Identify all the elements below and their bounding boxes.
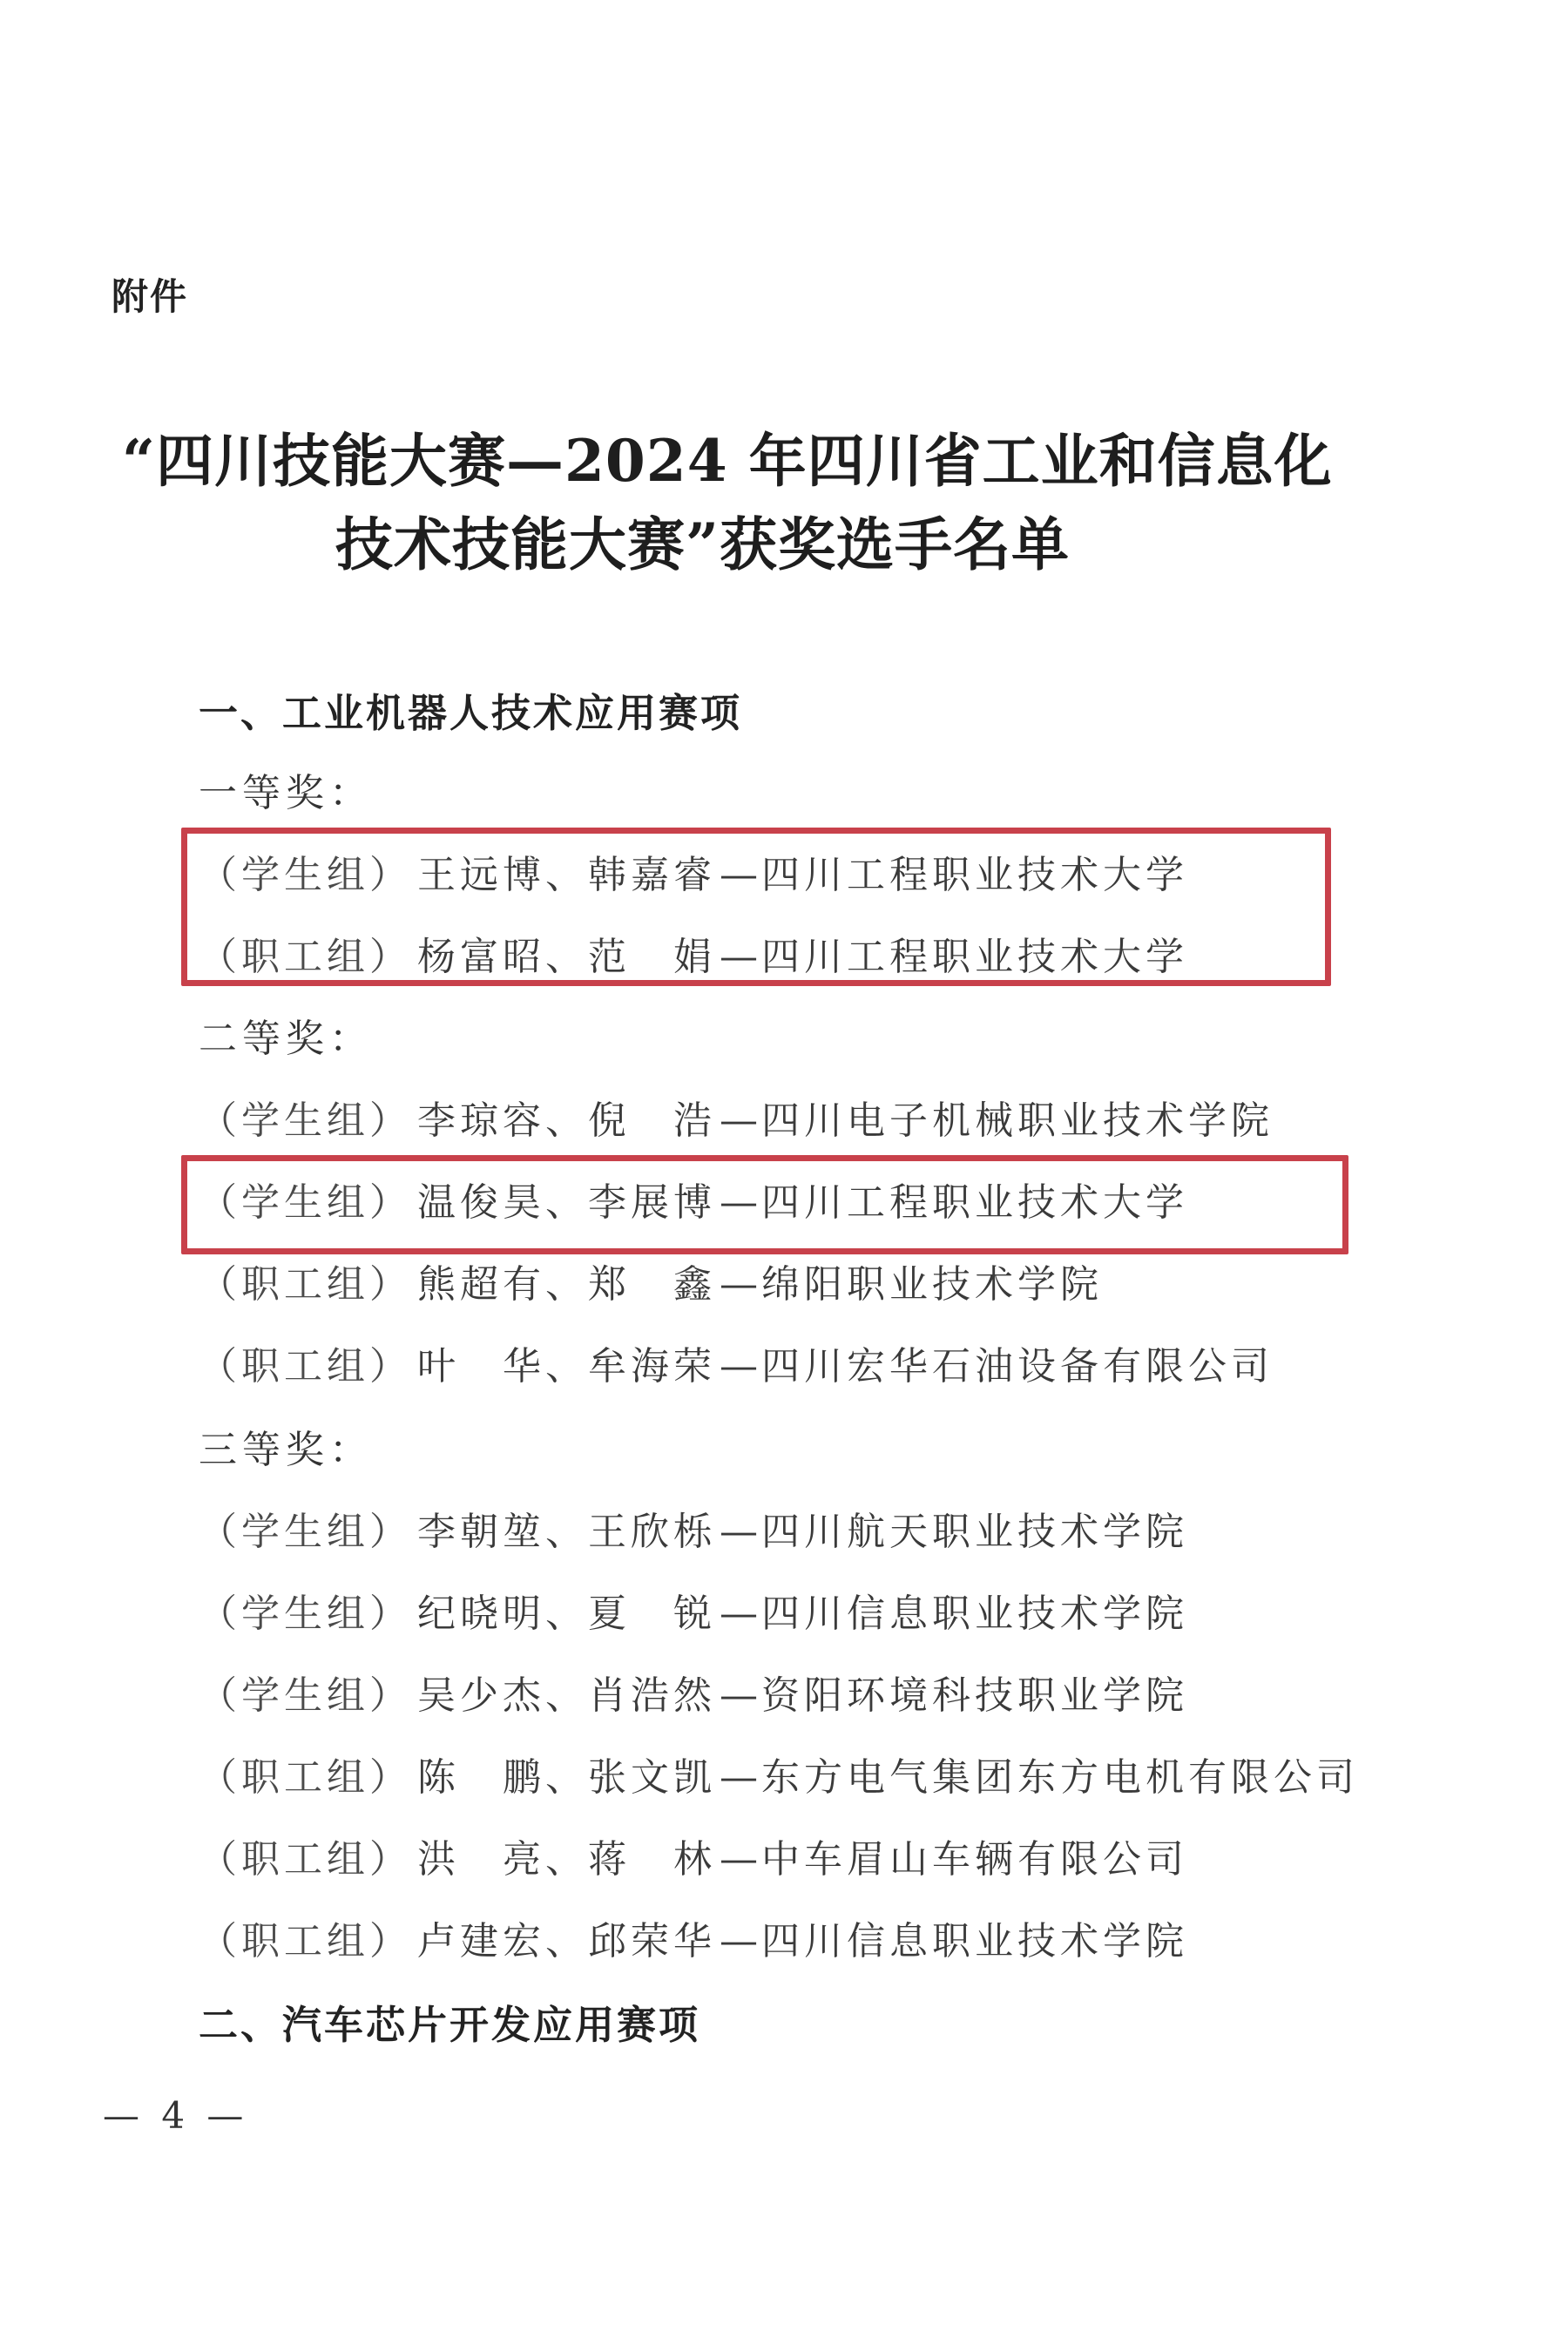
winner-names: 吴少杰、肖浩然 bbox=[417, 1673, 716, 1718]
document-title-line-2: 技术技能大赛”获奖选手名单 bbox=[335, 510, 1070, 578]
winner-names: 卢建宏、邱荣华 bbox=[417, 1919, 716, 1963]
list-item bbox=[199, 1089, 1274, 1145]
group-label: （职工组） bbox=[199, 1919, 412, 1963]
section-heading-industrial-robot: 一、工业机器人技术应用赛项 bbox=[199, 690, 743, 736]
separator-dash: — bbox=[720, 935, 758, 979]
winner-names: 洪 亮、蒋 林 bbox=[417, 1837, 716, 1882]
group-label: （学生组） bbox=[199, 853, 412, 897]
separator-dash: — bbox=[720, 853, 758, 897]
group-label: （学生组） bbox=[199, 1098, 412, 1143]
winner-names: 王远博、韩嘉睿 bbox=[417, 853, 716, 897]
page-number: — 4 — bbox=[103, 2094, 249, 2137]
separator-dash: — bbox=[720, 1919, 758, 1963]
third-prize-label: 三等奖： bbox=[199, 1428, 373, 1472]
second-prize-label: 二等奖： bbox=[199, 1017, 373, 1061]
group-label: （职工组） bbox=[199, 1755, 412, 1800]
winner-names: 陈 鹏、张文凯 bbox=[417, 1755, 716, 1800]
group-label: （职工组） bbox=[199, 1837, 412, 1882]
list-item bbox=[199, 1664, 1188, 1720]
group-label: （职工组） bbox=[199, 1262, 412, 1307]
organization: 四川工程职业技术大学 bbox=[761, 935, 1188, 979]
organization: 四川宏华石油设备有限公司 bbox=[761, 1344, 1274, 1389]
attachment-label: 附件 bbox=[112, 275, 189, 318]
separator-dash: — bbox=[720, 1262, 758, 1307]
document-title-line-1: “四川技能大赛—2024 年四川省工业和信息化 bbox=[122, 427, 1333, 495]
first-prize-label: 一等奖： bbox=[199, 771, 373, 815]
group-label: （职工组） bbox=[199, 1344, 412, 1389]
organization: 四川航天职业技术学院 bbox=[761, 1510, 1188, 1554]
winner-names: 纪晓明、夏 锐 bbox=[417, 1592, 716, 1636]
group-label: （学生组） bbox=[199, 1673, 412, 1718]
separator-dash: — bbox=[720, 1098, 758, 1143]
separator-dash: — bbox=[720, 1837, 758, 1882]
list-item bbox=[199, 1746, 1359, 1801]
list-item bbox=[199, 1500, 1188, 1556]
organization: 东方电气集团东方电机有限公司 bbox=[761, 1755, 1359, 1800]
winner-names: 温俊昊、李展博 bbox=[417, 1180, 716, 1225]
section-heading-auto-chip: 二、汽车芯片开发应用赛项 bbox=[199, 2002, 701, 2048]
organization: 四川工程职业技术大学 bbox=[761, 1180, 1188, 1225]
winner-names: 熊超有、郑 鑫 bbox=[417, 1262, 716, 1307]
separator-dash: — bbox=[720, 1510, 758, 1554]
separator-dash: — bbox=[720, 1673, 758, 1718]
group-label: （学生组） bbox=[199, 1592, 412, 1636]
winner-names: 李琼容、倪 浩 bbox=[417, 1098, 716, 1143]
list-item bbox=[199, 1335, 1274, 1390]
group-label: （学生组） bbox=[199, 1180, 412, 1225]
highlight-box-first-prize bbox=[181, 828, 1331, 986]
highlight-box-second-prize bbox=[181, 1155, 1348, 1254]
organization: 中车眉山车辆有限公司 bbox=[761, 1837, 1188, 1882]
organization: 四川电子机械职业技术学院 bbox=[761, 1098, 1274, 1143]
separator-dash: — bbox=[720, 1344, 758, 1389]
separator-dash: — bbox=[720, 1180, 758, 1225]
organization: 四川信息职业技术学院 bbox=[761, 1592, 1188, 1636]
list-item bbox=[199, 1828, 1188, 1883]
list-item bbox=[199, 1253, 1103, 1308]
organization: 四川工程职业技术大学 bbox=[761, 853, 1188, 897]
winner-names: 叶 华、牟海荣 bbox=[417, 1344, 716, 1389]
organization: 绵阳职业技术学院 bbox=[761, 1262, 1103, 1307]
group-label: （职工组） bbox=[199, 935, 412, 979]
winner-names: 李朝堃、王欣栎 bbox=[417, 1510, 716, 1554]
group-label: （学生组） bbox=[199, 1510, 412, 1554]
separator-dash: — bbox=[720, 1592, 758, 1636]
list-item bbox=[199, 1909, 1188, 1965]
list-item bbox=[199, 1582, 1188, 1638]
organization: 四川信息职业技术学院 bbox=[761, 1919, 1188, 1963]
winner-names: 杨富昭、范 娟 bbox=[417, 935, 716, 979]
organization: 资阳环境科技职业学院 bbox=[761, 1673, 1188, 1718]
separator-dash: — bbox=[720, 1755, 758, 1800]
